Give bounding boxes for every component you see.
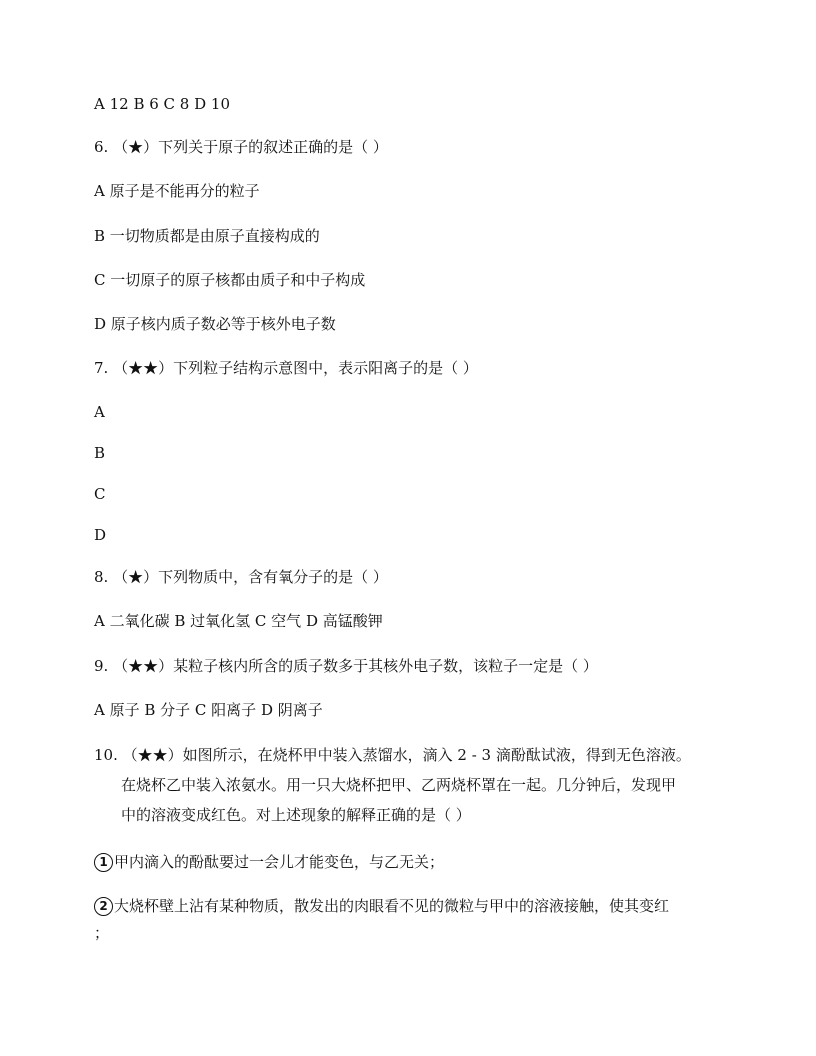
q10-statement-1-text: 甲内滴入的酚酞要过一会儿才能变色，与乙无关； bbox=[114, 853, 445, 871]
q9-stem: 9. （★★）某粒子核内所含的质子数多于其核外电子数，该粒子一定是（ ） bbox=[94, 657, 598, 675]
q10-stem bbox=[94, 740, 734, 830]
q8-stem: 8. （★）下列物质中，含有氧分子的是（ ） bbox=[94, 568, 388, 586]
q10-statement-1 bbox=[94, 851, 734, 873]
circled-number-2: 2 bbox=[94, 897, 113, 916]
q6-stem: 6. （★）下列关于原子的叙述正确的是（ ） bbox=[94, 138, 388, 156]
q6-option-c: C 一切原子的原子核都由质子和中子构成 bbox=[94, 271, 366, 289]
q6-option-b: B 一切物质都是由原子直接构成的 bbox=[94, 227, 320, 245]
q10-stem-line-2: 在烧杯乙中装入浓氨水。用一只大烧杯把甲、乙两烧杯罩在一起。几分钟后，发现甲 bbox=[121, 776, 677, 794]
q10-stem-line-3: 中的溶液变成红色。对上述现象的解释正确的是（ ） bbox=[121, 806, 471, 824]
q10-stem-line-1: 10. （★★）如图所示，在烧杯甲中装入蒸馏水，滴入 2 - 3 滴酚酞试液，得到无色溶液。 bbox=[94, 746, 691, 764]
q7-option-a: A bbox=[94, 403, 105, 421]
q7-option-d: D bbox=[94, 526, 107, 544]
q7-option-b: B bbox=[94, 444, 106, 462]
circled-number-1: 1 bbox=[94, 853, 113, 872]
q10-statement-2 bbox=[94, 895, 734, 917]
q6-option-a: A 原子是不能再分的粒子 bbox=[94, 182, 260, 200]
q8-options: A 二氧化碳 B 过氧化氢 C 空气 D 高锰酸钾 bbox=[94, 612, 383, 630]
q6-option-d: D 原子核内质子数必等于核外电子数 bbox=[94, 315, 336, 333]
q10-trailing-punctuation: ； bbox=[94, 924, 110, 942]
q10-statement-2-text: 大烧杯壁上沾有某种物质，散发出的肉眼看不见的微粒与甲中的溶液接触，使其变红 bbox=[114, 897, 670, 915]
q7-stem: 7. （★★）下列粒子结构示意图中，表示阳离子的是（ ） bbox=[94, 359, 478, 377]
q9-options: A 原子 B 分子 C 阳离子 D 阴离子 bbox=[94, 701, 323, 719]
q7-option-c: C bbox=[94, 485, 106, 503]
q5-options: A 12 B 6 C 8 D 10 bbox=[94, 95, 230, 113]
